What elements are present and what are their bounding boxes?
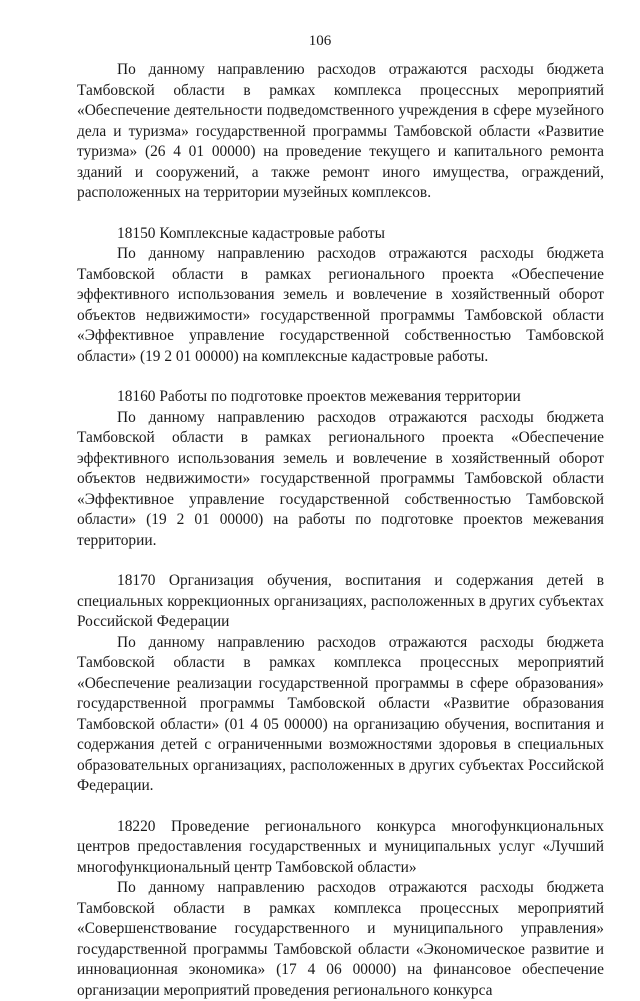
- section-heading-18150: 18150 Комплексные кадастровые работы: [117, 224, 385, 242]
- section-heading-18220: 18220 Проведение регионального конкурса многофункциональных центров предоставления государственных и муниципальных услуг «Лучший многофункциональный центр Тамбовской области»: [77, 817, 604, 876]
- paragraph-18170: По данному направлению расходов отражаются расходы бюджета Тамбовской области в рамках комплекса процессных мероприятий «Обеспечение реализации государственной программы в сфере образования» государственной программы Тамбовской области «Развитие образования Тамбовской области» (01 4 05 00000) на организацию обучения, воспитания и содержания детей с ограниченными возможностями здоровья в специальных образовательных организациях, расположенных в других субъектах Российской Федерации.: [77, 633, 604, 794]
- page-number: 106: [308, 33, 332, 49]
- section-heading-18170: 18170 Организация обучения, воспитания и содержания детей в специальных коррекционных организациях, расположенных в других субъектах Российской Федерации: [77, 572, 604, 630]
- paragraph-18150: По данному направлению расходов отражаются расходы бюджета Тамбовской области в рамках регионального проекта «Обеспечение эффективного использования земель и вовлечение в хозяйственный оборот объектов недвижимости» государственной программы Тамбовской области «Эффективное управление государственной собственностью Тамбовской области» (19 2 01 00000) на комплексные кадастровые работы.: [77, 245, 604, 365]
- paragraph-18160: По данному направлению расходов отражаются расходы бюджета Тамбовской области в рамках регионального проекта «Обеспечение эффективного использования земель и вовлечение в хозяйственный оборот объектов недвижимости» государственной программы Тамбовской области «Эффективное управление государственной собственностью Тамбовской области» (19 2 01 00000) на работы по подготовке проектов межевания территории.: [77, 408, 604, 549]
- paragraph-18220: По данному направлению расходов отражаются расходы бюджета Тамбовской области в рамках комплекса процессных мероприятий «Совершенствование государственного и муниципального управления» государственной программы Тамбовской области «Экономическое развитие и инновационная экономика» (17 4 06 00000) на финансовое обеспечение организации мероприятий проведения регионального конкурса: [77, 879, 604, 999]
- document-body: [77, 60, 604, 1001]
- paragraph-intro: По данному направлению расходов отражаются расходы бюджета Тамбовской области в рамках комплекса процессных мероприятий «Обеспечение деятельности подведомственного учреждения в сфере музейного дела и туризма» государственной программы Тамбовской области «Развитие туризма» (26 4 01 00000) на проведение текущего и капитального ремонта зданий и сооружений, а также ремонт иного имущества, ограждений, расположенных на территории музейных комплексов.: [77, 61, 604, 201]
- section-heading-18160: 18160 Работы по подготовке проектов межевания территории: [117, 388, 521, 405]
